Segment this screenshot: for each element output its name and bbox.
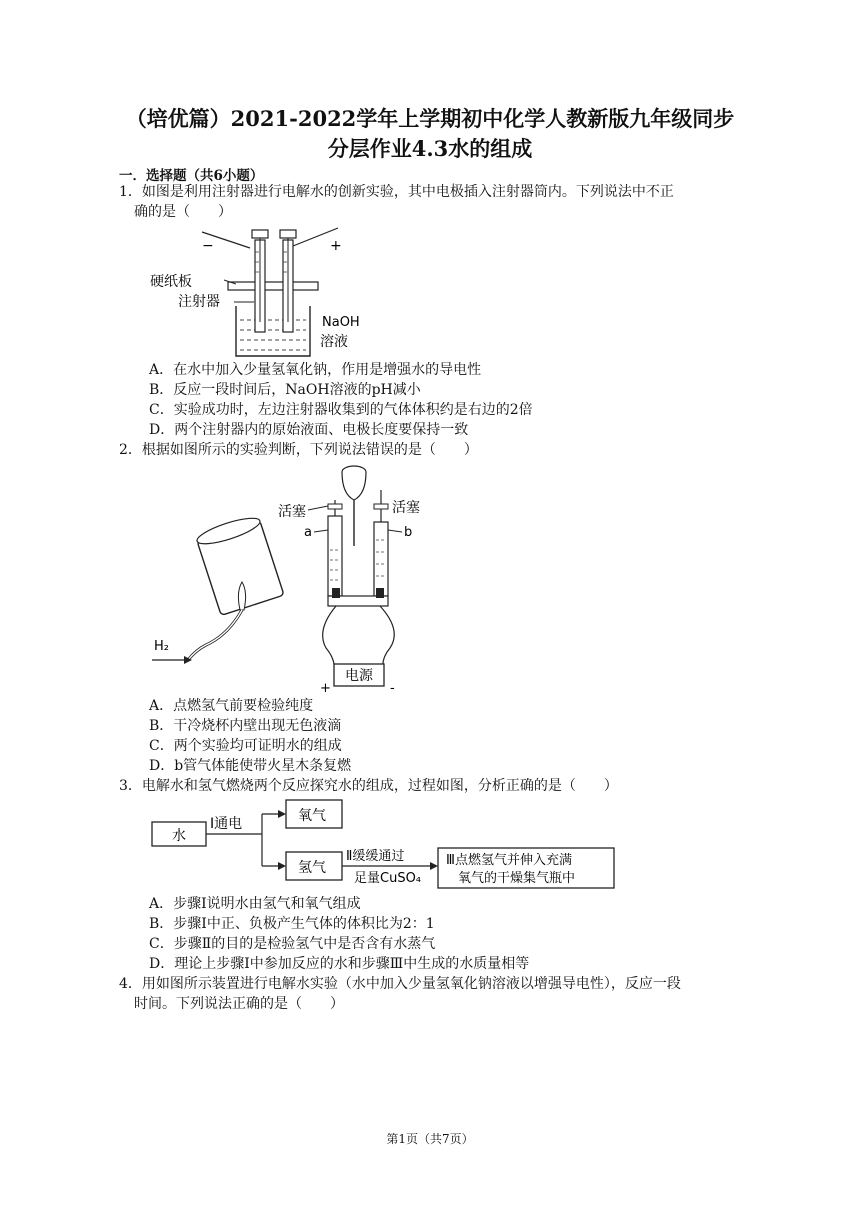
- h2-label: H₂: [154, 639, 169, 654]
- question-2-option-c: C．两个实验均可证明水的组成: [149, 738, 342, 754]
- question-1-option-c: C．实验成功时，左边注射器收集到的气体体积约是右边的2倍: [149, 402, 533, 418]
- question-3-option-c: C．步骤Ⅱ的目的是检验氢气中是否含有水蒸气: [149, 936, 436, 952]
- question-3-stem: 3．电解水和氢气燃烧两个反应探究水的组成，过程如图，分析正确的是（ ）: [119, 778, 618, 794]
- water-composition-flowchart: [150, 796, 620, 892]
- flow-step3b: 氧气的干燥集气瓶中: [458, 871, 576, 886]
- document-title-line2: 分层作业4.3水的组成: [327, 136, 533, 161]
- tube-a-label: a: [304, 525, 312, 540]
- flow-step2b: 足量CuSO₄: [354, 871, 422, 886]
- question-2-stem: 2．根据如图所示的实验判断，下列说法错误的是（ ）: [119, 442, 478, 458]
- minus-label: −: [202, 238, 214, 254]
- question-3-option-a: A．步骤Ⅰ说明水由氢气和氧气组成: [149, 896, 361, 912]
- question-2-option-d: D．b管气体能使带火星木条复燃: [149, 758, 352, 774]
- tube-b-label: b: [404, 525, 413, 540]
- question-1-stem-cont: 确的是（ ）: [134, 204, 232, 220]
- page-footer: 第1页（共7页）: [386, 1132, 474, 1146]
- valve-right-label: 活塞: [392, 500, 420, 516]
- flow-water: 水: [172, 828, 186, 844]
- board-label: 硬纸板: [150, 274, 192, 290]
- power-plus-label: +: [320, 681, 331, 696]
- flow-oxygen: 氧气: [298, 808, 326, 824]
- question-1-option-d: D．两个注射器内的原始液面、电极长度要保持一致: [149, 422, 469, 438]
- question-2-option-a: A．点燃氢气前要检验纯度: [149, 698, 314, 714]
- question-3-option-d: D．理论上步骤Ⅰ中参加反应的水和步骤Ⅲ中生成的水质量相等: [149, 956, 530, 972]
- syringe-label: 注射器: [178, 294, 220, 310]
- electrolysis-syringe-figure: [150, 222, 380, 362]
- section-heading: 一．选择题（共6小题）: [119, 168, 264, 184]
- flow-step2a: Ⅱ缓缓通过: [346, 849, 405, 864]
- question-4-stem: 4．用如图所示装置进行电解水实验（水中加入少量氢氧化钠溶液以增强导电性），反应一段: [119, 976, 681, 992]
- water-electrolysis-apparatus-figure: [148, 460, 458, 696]
- question-1-option-b: B．反应一段时间后，NaOH溶液的pH减小: [149, 382, 421, 398]
- question-4-stem-cont: 时间。下列说法正确的是（ ）: [134, 996, 344, 1012]
- power-source-label: 电源: [345, 668, 373, 684]
- flow-step3a: Ⅲ点燃氢气并伸入充满: [446, 853, 572, 868]
- document-title-line1: （培优篇）2021-2022学年上学期初中化学人教新版九年级同步: [125, 106, 735, 131]
- solution-label: 溶液: [320, 334, 348, 350]
- valve-left-label: 活塞: [278, 504, 306, 520]
- naoh-label: NaOH: [322, 315, 360, 330]
- question-1-stem: 1．如图是利用注射器进行电解水的创新实验，其中电极插入注射器筒内。下列说法中不正: [119, 184, 674, 200]
- power-minus-label: -: [390, 681, 395, 696]
- flow-hydrogen: 氢气: [298, 860, 326, 876]
- question-1-option-a: A．在水中加入少量氢氧化钠，作用是增强水的导电性: [149, 362, 482, 378]
- question-2-option-b: B．干冷烧杯内壁出现无色液滴: [149, 718, 342, 734]
- flow-step1: Ⅰ通电: [210, 816, 243, 832]
- question-3-option-b: B．步骤Ⅰ中正、负极产生气体的体积比为2：1: [149, 916, 435, 932]
- plus-label: +: [330, 238, 342, 254]
